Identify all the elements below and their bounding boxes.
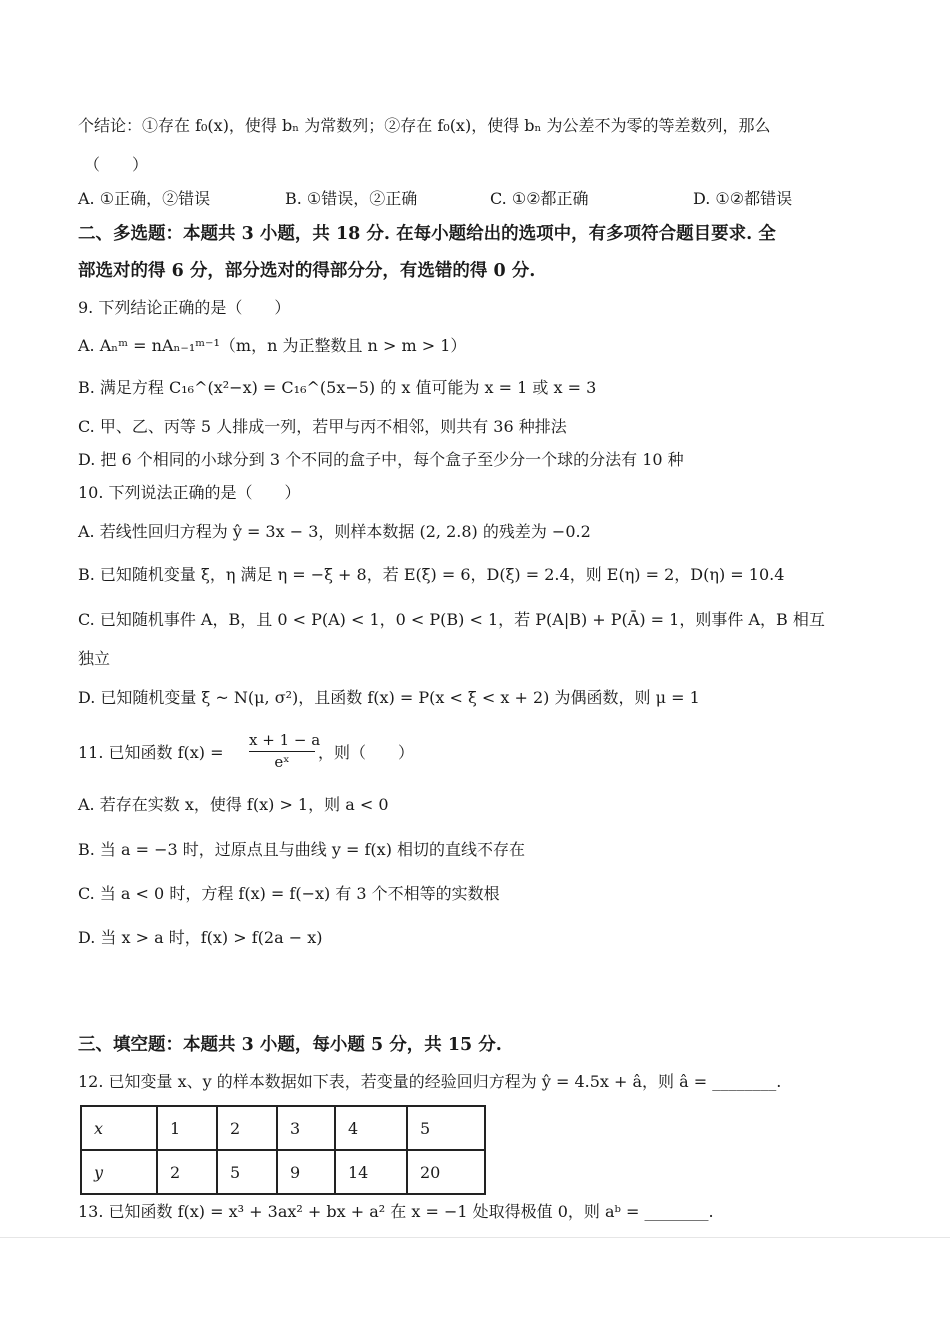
table-cell: 3	[277, 1106, 335, 1150]
table-cell: 14	[335, 1150, 407, 1194]
q11-option-c: C. 当 a < 0 时，方程 f(x) = f(−x) 有 3 个不相等的实数根	[78, 884, 500, 903]
q11-fraction	[249, 731, 321, 771]
q9-option-c: C. 甲、乙、丙等 5 人排成一列，若甲与丙不相邻，则共有 36 种排法	[78, 417, 567, 436]
q8-option-a: A. ①正确，②错误	[78, 189, 211, 208]
q10-option-c-line2: 独立	[78, 649, 111, 668]
q8-option-d: D. ①②都错误	[693, 189, 793, 208]
q9-option-a: A. Aₙᵐ = nAₙ₋₁ᵐ⁻¹（m，n 为正整数且 n > m > 1）	[78, 336, 467, 355]
page-bottom-divider	[0, 1237, 950, 1238]
table-cell: 2	[157, 1150, 217, 1194]
q8-option-c: C. ①②都正确	[490, 189, 589, 208]
section2-heading-line2: 部选对的得 6 分，部分选对的得部分分，有选错的得 0 分.	[78, 261, 536, 281]
q11-fraction-numerator: x + 1 − a	[249, 733, 315, 752]
table-cell: 2	[217, 1106, 277, 1150]
table-cell: 9	[277, 1150, 335, 1194]
q11-option-b: B. 当 a = −3 时，过原点且与曲线 y = f(x) 相切的直线不存在	[78, 840, 526, 859]
q8-answer-paren: （ ）	[84, 155, 149, 174]
table-row-x	[81, 1106, 485, 1150]
q11-stem-post: ，则（ ）	[318, 743, 415, 762]
table-row-y	[81, 1150, 485, 1194]
section3-heading: 三、填空题：本题共 3 小题，每小题 5 分，共 15 分.	[78, 1035, 502, 1055]
table-cell: 4	[335, 1106, 407, 1150]
q10-option-a: A. 若线性回归方程为 ŷ = 3x − 3，则样本数据 (2, 2.8) 的残差为 −0.2	[78, 522, 591, 541]
q9-stem: 9. 下列结论正确的是（ ）	[78, 298, 291, 317]
table-cell: 1	[157, 1106, 217, 1150]
table-cell: 5	[407, 1106, 485, 1150]
sample-data-table	[80, 1105, 486, 1195]
section2-heading-line1: 二、多选题：本题共 3 小题，共 18 分. 在每小题给出的选项中，有多项符合题目要求. 全	[78, 224, 776, 244]
q11-option-d: D. 当 x > a 时，f(x) > f(2a − x)	[78, 928, 323, 947]
q10-option-b: B. 已知随机变量 ξ，η 满足 η = −ξ + 8，若 E(ξ) = 6，D(ξ) = 2.4，则 E(η) = 2，D(η) = 10.4	[78, 565, 785, 584]
table-cell: x	[81, 1106, 157, 1150]
q8-option-b: B. ①错误，②正确	[285, 189, 418, 208]
table-cell: 20	[407, 1150, 485, 1194]
table-cell: y	[81, 1150, 157, 1194]
q8-conclusion-line: 个结论：①存在 f₀(x)，使得 bₙ 为常数列；②存在 f₀(x)，使得 bₙ 为公差不为零的等差数列，那么	[78, 116, 771, 135]
q10-option-d: D. 已知随机变量 ξ ~ N(μ, σ²)，且函数 f(x) = P(x < ξ < x + 2) 为偶函数，则 μ = 1	[78, 688, 700, 707]
q10-option-c-line1: C. 已知随机事件 A，B，且 0 < P(A) < 1，0 < P(B) < 1，若 P(A|B) + P(Ā) = 1，则事件 A，B 相互	[78, 610, 825, 629]
q11-option-a: A. 若存在实数 x，使得 f(x) > 1，则 a < 0	[78, 795, 389, 814]
q13-stem: 13. 已知函数 f(x) = x³ + 3ax² + bx + a² 在 x = −1 处取得极值 0，则 aᵇ = ________.	[78, 1202, 714, 1221]
q9-option-b: B. 满足方程 C₁₆^(x²−x) = C₁₆^(5x−5) 的 x 值可能为 x = 1 或 x = 3	[78, 378, 597, 397]
q12-stem: 12. 已知变量 x、y 的样本数据如下表，若变量的经验回归方程为 ŷ = 4.5x + â，则 â = ________.	[78, 1072, 782, 1091]
q11-stem-pre: 11. 已知函数 f(x) =	[78, 743, 224, 762]
table-cell: 5	[217, 1150, 277, 1194]
q11-fraction-denominator: eˣ	[274, 753, 290, 771]
q9-option-d: D. 把 6 个相同的小球分到 3 个不同的盒子中，每个盒子至少分一个球的分法有 10 种	[78, 450, 684, 469]
q10-stem: 10. 下列说法正确的是（ ）	[78, 483, 301, 502]
